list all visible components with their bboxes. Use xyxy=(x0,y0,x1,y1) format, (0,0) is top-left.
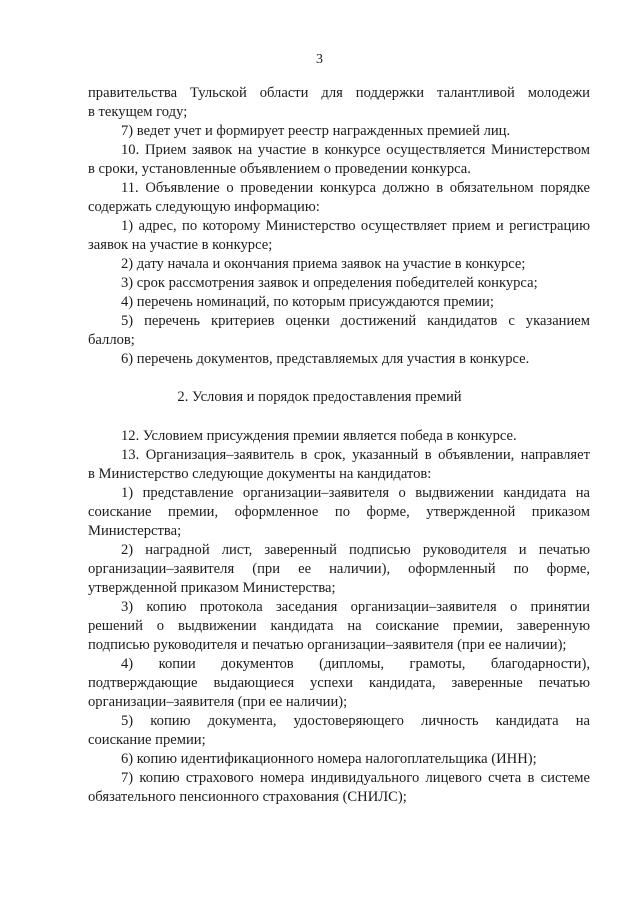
text-line: баллов; xyxy=(88,332,135,348)
text-line: содержать следующую информацию: xyxy=(88,199,320,215)
text-line: соискание премии, оформленное по форме, утвержденной приказом xyxy=(88,504,590,520)
text-line: 1) адрес, по которому Министерство осуществляет прием и регистрацию xyxy=(121,218,590,234)
text-line: решений о выдвижении кандидата на соискание премии, заверенную xyxy=(88,618,590,634)
text-line: 3) срок рассмотрения заявок и определения победителей конкурса; xyxy=(121,275,538,291)
text-line: в текущем году; xyxy=(88,104,188,120)
text-line: 13. Организация–заявитель в срок, указанный в объявлении, направляет xyxy=(121,447,590,463)
text-line: подписью руководителя и печатью организации–заявителя (при ее наличии); xyxy=(88,637,567,653)
text-line: обязательного пенсионного страхования (СНИЛС); xyxy=(88,789,407,805)
text-line: заявок на участие в конкурсе; xyxy=(88,237,273,253)
text-line: соискание премии; xyxy=(88,732,206,748)
text-line: 11. Объявление о проведении конкурса должно в обязательном порядке xyxy=(121,180,590,196)
text-line: 3) копию протокола заседания организации–заявителя о принятии xyxy=(121,599,590,615)
text-line: 4) перечень номинаций, по которым присуждаются премии; xyxy=(121,294,494,310)
text-line: 1) представление организации–заявителя о выдвижении кандидата на xyxy=(121,485,590,501)
page-number: 3 xyxy=(316,52,323,67)
text-line: 10. Прием заявок на участие в конкурсе осуществляется Министерством xyxy=(121,142,590,158)
text-line: 7) ведет учет и формирует реестр награжденных премией лиц. xyxy=(121,123,511,139)
text-line: подтверждающие выдающиеся успехи кандидата, заверенные печатью xyxy=(88,675,590,691)
text-line: 2) наградной лист, заверенный подписью руководителя и печатью xyxy=(121,542,590,558)
text-line: 6) копию идентификационного номера налогоплательщика (ИНН); xyxy=(121,751,537,767)
text-line: утвержденной приказом Министерства; xyxy=(88,580,336,596)
text-line: 7) копию страхового номера индивидуального лицевого счета в системе xyxy=(121,770,590,786)
text-line: 5) перечень критериев оценки достижений кандидатов с указанием xyxy=(121,313,590,329)
text-line: 5) копию документа, удостоверяющего личность кандидата на xyxy=(121,713,590,729)
text-line: 2) дату начала и окончания приема заявок на участие в конкурсе; xyxy=(121,256,526,272)
section-heading: 2. Условия и порядок предоставления премий xyxy=(177,389,462,405)
text-line: правительства Тульской области для поддержки талантливой молодежи xyxy=(88,85,590,101)
text-line: 12. Условием присуждения премии является победа в конкурсе. xyxy=(121,428,517,444)
text-line: Министерства; xyxy=(88,523,182,539)
text-line: 4) копии документов (дипломы, грамоты, благодарности), xyxy=(121,656,590,672)
text-line: 6) перечень документов, представляемых для участия в конкурсе. xyxy=(121,351,530,367)
text-line: в сроки, установленные объявлением о проведении конкурса. xyxy=(88,161,471,177)
text-line: организации–заявителя (при ее наличии); xyxy=(88,694,348,710)
text-line: в Министерство следующие документы на кандидатов: xyxy=(88,466,432,482)
text-line: организации–заявителя (при ее наличии), оформленный по форме, xyxy=(88,561,590,577)
